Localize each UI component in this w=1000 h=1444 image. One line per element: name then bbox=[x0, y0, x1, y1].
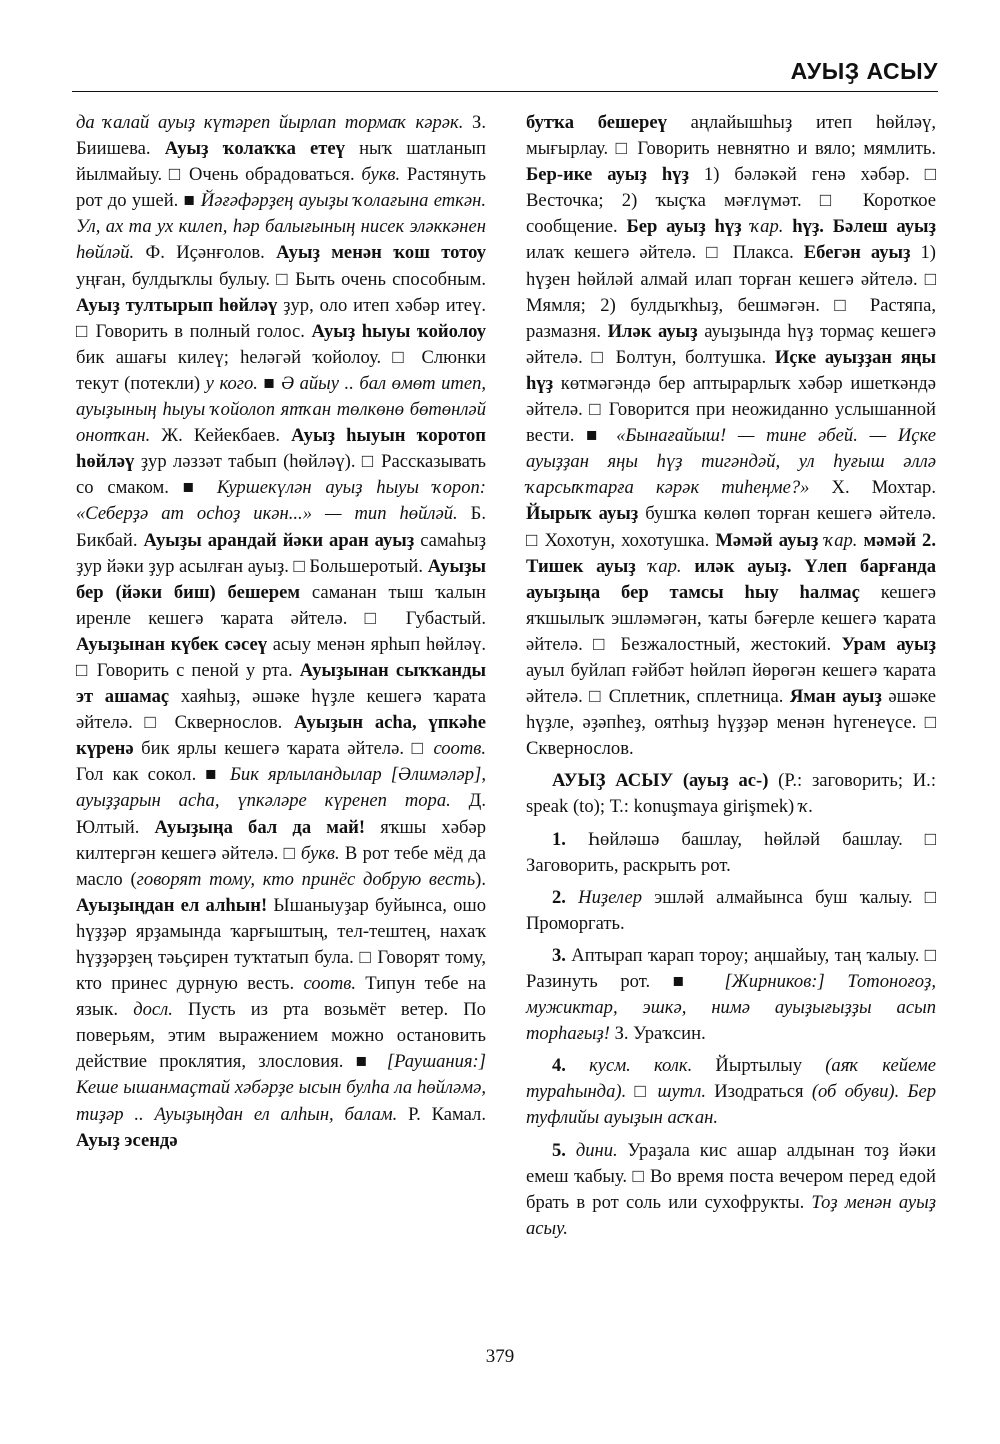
sense-4: 4. кусм. колк. Йыртылыу (аяҡ кейеме тураһында). □ шутл. Изодраться (об обуви). Бер туфлийы ауыҙын асҡан. bbox=[526, 1055, 936, 1129]
running-head: АУЫҘ АСЫУ bbox=[790, 58, 938, 84]
header-rule bbox=[72, 91, 938, 92]
left-paragraph: да ҡалай ауыҙ күтәреп йырлап тормаҡ кәрәк. З. Биишева. Ауыҙ ҡолаҡҡа етеү ныҡ шатланып йылмайыу. □ Очень обрадоваться. букв. Растянуть рот до ушей. ■ Йәғәфәрҙең ауыҙы ҡолағына еткән. Ул, ах та ух килеп, һәр балығының нисек эләккәнен һөйләй. Ф. Иҫәнғолов. Ауыҙ менән ҡош тотоу уңған, булдыҡлы булыу. □ Быть очень способным. Ауыҙ тултырып һөйләү ҙур, оло итеп хәбәр итеү. □ Говорить в полный голос. Ауыҙ һыуы ҡойолоу бик ашағы килеү; һеләгәй ҡойолоу. □ Слюнки текут (потекли) у кого. ■ Ә айыу .. бал өмөт итеп, ауыҙының һыуы ҡойолоп ятҡан төлкөнө бөтөнләй онотҡан. Ж. Кейекбаев. Ауыҙ һыуын ҡоротоп һөйләү ҙур ләззәт табып (һөйләү). □ Рассказывать со смаком. ■ Куршекүлән ауыҙ һыуы ҡороп: «Себерҙә ат осһоҙ икән...» — тип һөйләй. Б. Бикбай. Ауыҙы арандай йәки аран ауыҙ самаһыҙ ҙур йәки ҙур асылған ауыҙ. □ Большеротый. Ауыҙы бер (йәки биш) бешерем саманан тыш ҡалын иренле кешегә ҡарата әйтелә. □ Губастый. Ауыҙынан күбек сәсеү асыу менән ярһып һөйләү. □ Говорить с пеной у рта. Ауыҙынан сыҡҡанды эт ашамаҫ хаяһыҙ, әшәке һүҙле кешегә ҡарата әйтелә. □ Сквернослов. Ауыҙын асһа, үпкәһе күренә бик ярлы кешегә ҡарата әйтелә. □ соотв. Гол как сокол. ■ Бик ярлыландылар [Әлимәләр], ауыҙҙарын асһа, үпкәләре күренеп тора. Д. Юлтый. Ауыҙыңа бал да май! яҡшы хәбәр килтергән кешегә әйтелә. □ букв. В рот тебе мёд да масло (говорят тому, кто принёс добрую весть). Ауыҙыңдан ел алһын! Ышаныуҙар буйынса, ошо һүҙҙәр ярҙамында ҡарғыштың, тел-тештең, нахаҡ һүҙҙәрҙең тәьҫирен туҡтатып була. □ Говорят тому, кто принес дурную весть. соотв. Типун тебе на язык. досл. Пусть из рта возьмёт ветер. По поверьям, этим выражением можно остановить действие проклятия, злословия. ■ [Раушания:] Кеше ышанмаҫтай хәбәрҙе ысын булһа ла һөйләмә, тиҙәр .. Ауыҙыңдан ел алһын, балам. Р. Камал. Ауыҙ эсендә bbox=[76, 112, 487, 1151]
right-paragraph: бутҡа бешереү аңлайышһыҙ итеп һөйләү, мығырлау. □ Говорить невнятно и вяло; мямлить. Бер-ике ауыҙ һүҙ 1) бәләкәй генә хәбәр. □ Весточка; 2) ҡыҫҡа мәғлүмәт. □ Короткое сообщение. Бер ауыҙ һүҙ ҡар. һүҙ. Бәлеш ауыҙ илаҡ кешегә әйтелә. □ Плакса. Ебегән ауыҙ 1) һүҙен һөйләй алмай илап торған кешегә әйтелә. □ Мямля; 2) булдыҡһыҙ, бешмәгән. □ Растяпа, размазня. Иләк ауыҙ ауыҙында һүҙ тормаҫ кешегә әйтелә. □ Болтун, болтушка. Иҫке ауыҙҙан яңы һүҙ көтмәгәндә бер аптырарлыҡ хәбәр ишеткәндә әйтелә. □ Говорится при неожиданно услышанной вести. ■ «Бынағайыш! — тине әбей. — Иҫке ауыҙҙан яңы һүҙ тигәндәй, ул һуғыш әллә ҡарсыҡтарға кәрәк тиһеңме?» Х. Мохтар. Йырыҡ ауыҙ бушҡа көлөп торған кешегә әйтелә. □ Хохотун, хохотушка. Мәмәй ауыҙ ҡар. мәмәй 2. Тишек ауыҙ ҡар. иләк ауыҙ. Үлеп барғанда ауыҙыңа бер тамсы һыу һалмаҫ кешегә яҡшылыҡ эшләмәгән, ҡаты бәғерле кешегә ҡарата әйтелә. □ Безжалостный, жестокий. Урам ауыҙ ауыл буйлап ғәйбәт һөйләп йөрөгән кешегә ҡарата әйтелә. □ Сплетник, сплетница. Яман ауыҙ әшәке һүҙле, әҙәпһеҙ, оятһыҙ һүҙҙәр менән һүгенеүсе. □ Сквернослов. bbox=[526, 112, 937, 760]
page-number: 379 bbox=[485, 1346, 515, 1367]
sense-1: 1. Һөйләшә башлау, һөйләй башлау. □ Заговорить, раскрыть рот. bbox=[526, 828, 936, 876]
sense-5: 5. дини. Ураҙала кис ашар алдынан тоҙ йәки емеш ҡабыу. □ Во время поста вечером перед едой брать в рот соль или сухофрукты. Тоҙ менән ауыҙ асыу. bbox=[526, 1139, 936, 1239]
right-column bbox=[526, 110, 936, 1242]
sense-2: 2. Ниҙелер эшләй алмайынса буш ҡалыу. □ Проморгать. bbox=[526, 886, 936, 934]
left-column bbox=[76, 110, 486, 1154]
sense-3: 3. Аптырап ҡарап тороу; аңшайыу, таң ҡалыу. □ Разинуть рот. ■ [Жирников:] Тотоноғоҙ, мужиктар, эшкә, нимә ауыҙығыҙҙы асып торһағыҙ! З. Ураҡсин. bbox=[526, 944, 936, 1045]
entry-headword-paragraph: АУЫҘ АСЫУ (ауыҙ ас-) (Р.: заговорить; И.: speak (to); Т.: konuşmaya girişmek) ҡ. bbox=[526, 770, 936, 818]
